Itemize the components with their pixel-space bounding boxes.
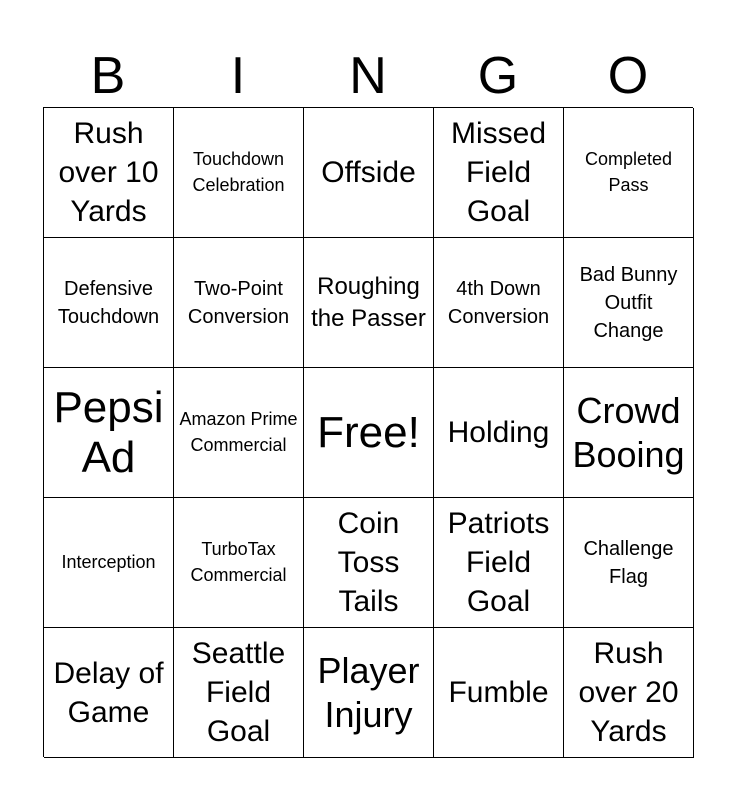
cell-label: 4th Down Conversion <box>447 277 550 328</box>
bingo-cell[interactable] <box>434 238 564 368</box>
cell-label: Coin Toss Tails <box>337 507 400 618</box>
cell-label: Rush over 10 Yards <box>58 117 159 228</box>
bingo-cell[interactable] <box>434 368 564 498</box>
bingo-cell[interactable] <box>434 498 564 628</box>
bingo-cell[interactable] <box>564 498 694 628</box>
bingo-cell[interactable] <box>44 368 174 498</box>
cell-label: Offside <box>321 156 416 189</box>
cell-label: Crowd Booing <box>572 390 685 475</box>
header-letter-n: N <box>349 47 387 105</box>
bingo-cell[interactable] <box>304 238 434 368</box>
cell-label: Patriots Field Goal <box>447 507 550 618</box>
bingo-cell[interactable] <box>174 238 304 368</box>
cell-label: Two-Point Conversion <box>187 277 290 328</box>
cell-label: Rush over 20 Yards <box>578 637 679 748</box>
cell-label: Holding <box>447 416 550 449</box>
bingo-cell[interactable] <box>564 628 694 758</box>
header-letter-o: O <box>607 47 649 105</box>
cell-label: Free! <box>317 407 420 457</box>
cell-label: Amazon Prime Commercial <box>179 409 298 455</box>
bingo-cell[interactable] <box>174 498 304 628</box>
cell-label: Player Injury <box>317 650 420 735</box>
bingo-cell[interactable] <box>304 108 434 238</box>
bingo-cell[interactable] <box>44 238 174 368</box>
cell-label: Bad Bunny Outfit Change <box>579 263 678 342</box>
bingo-cell[interactable] <box>564 238 694 368</box>
cell-label: Pepsi Ad <box>53 383 164 482</box>
bingo-cell[interactable] <box>434 628 564 758</box>
cell-label: Roughing the Passer <box>311 273 426 332</box>
bingo-board <box>43 107 693 757</box>
bingo-cell[interactable] <box>304 498 434 628</box>
cell-label: Interception <box>61 551 156 572</box>
cell-label: Seattle Field Goal <box>191 637 286 748</box>
header-letter-i: I <box>230 47 246 105</box>
cell-label: Completed Pass <box>584 149 673 195</box>
free-space-cell[interactable] <box>304 368 434 498</box>
bingo-cell[interactable] <box>304 628 434 758</box>
header-letter-g: G <box>477 47 519 105</box>
cell-label: Defensive Touchdown <box>57 277 160 328</box>
bingo-header <box>43 44 693 108</box>
cell-label: Missed Field Goal <box>450 117 547 228</box>
bingo-cell[interactable] <box>44 108 174 238</box>
bingo-cell[interactable] <box>564 368 694 498</box>
bingo-cell[interactable] <box>44 498 174 628</box>
bingo-cell[interactable] <box>174 108 304 238</box>
cell-label: Challenge Flag <box>583 537 674 588</box>
bingo-cell[interactable] <box>174 368 304 498</box>
bingo-cell[interactable] <box>564 108 694 238</box>
cell-label: Delay of Game <box>53 656 164 729</box>
cell-label: TurboTax Commercial <box>190 539 287 585</box>
bingo-cell[interactable] <box>174 628 304 758</box>
cell-label: Touchdown Celebration <box>192 149 285 195</box>
header-letter-b: B <box>90 47 126 105</box>
cell-label: Fumble <box>448 676 549 709</box>
bingo-cell[interactable] <box>434 108 564 238</box>
bingo-cell[interactable] <box>44 628 174 758</box>
